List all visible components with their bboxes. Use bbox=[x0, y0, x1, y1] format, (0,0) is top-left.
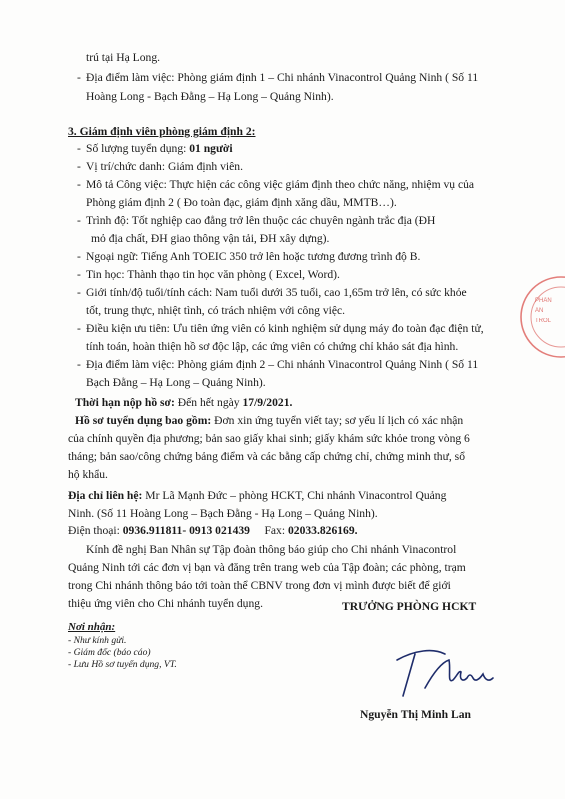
handwritten-signature bbox=[385, 640, 515, 700]
closing-line-1: Kính đề nghị Ban Nhân sự Tập đoàn thông báo giúp cho Chi nhánh Vinacontrol bbox=[86, 543, 457, 556]
svg-text:TROL: TROL bbox=[535, 318, 552, 324]
deadline-line bbox=[75, 396, 292, 410]
bullet-dash: - bbox=[77, 142, 81, 155]
bullet-dash: - bbox=[77, 71, 81, 84]
svg-text:ÁN: ÁN bbox=[535, 308, 544, 314]
bullet-dash: - bbox=[77, 178, 81, 191]
gender-age-line-2: tốt, trung thực, nhiệt tình, có trách nhiệm với công việc. bbox=[86, 304, 346, 317]
intro-location-line-1: Địa điểm làm việc: Phòng giám định 1 – Chi nhánh Vinacontrol Quảng Ninh ( Số 11 bbox=[86, 71, 479, 84]
dossier-label: Hồ sơ tuyển dụng bao gồm: bbox=[75, 414, 212, 427]
recipient-item: - Giám đốc (báo cáo) bbox=[68, 647, 151, 658]
quantity-value: 01 người bbox=[189, 142, 233, 155]
recipient-item: - Như kính gửi. bbox=[68, 635, 127, 646]
deadline-text: Đến hết ngày bbox=[174, 396, 243, 409]
closing-line-4: thiệu ứng viên cho Chi nhánh tuyển dụng. bbox=[68, 597, 263, 610]
bullet-dash: - bbox=[77, 286, 81, 299]
section-heading: 3. Giám định viên phòng giám định 2: bbox=[68, 125, 256, 138]
contact-text-1: Mr Lã Mạnh Đức – phòng HCKT, Chi nhánh Vinacontrol Quảng bbox=[142, 489, 447, 502]
recipients-label: Nơi nhận: bbox=[68, 621, 116, 633]
dossier-line-3: tháng; bản sao/công chứng bảng điểm và các bằng cấp chứng chỉ, chứng minh thư, sổ bbox=[68, 450, 465, 463]
recipient-item: - Lưu Hồ sơ tuyển dụng, VT. bbox=[68, 659, 177, 670]
dossier-line-4: hộ khẩu. bbox=[68, 468, 108, 481]
bullet-dash: - bbox=[77, 250, 81, 263]
quantity-label: Số lượng tuyển dụng: bbox=[86, 142, 190, 155]
signer-name: Nguyễn Thị Minh Lan bbox=[360, 708, 471, 721]
phone-fax-line bbox=[68, 524, 358, 538]
education-line-2: mỏ địa chất, ĐH giao thông vận tải, ĐH xây dựng). bbox=[91, 232, 330, 245]
it-skills-line: Tin học: Thành thạo tin học văn phòng ( Excel, Word). bbox=[86, 268, 340, 281]
bullet-dash: - bbox=[77, 268, 81, 281]
fax-value: 02033.826169. bbox=[287, 524, 358, 537]
bullet-dash: - bbox=[77, 358, 81, 371]
intro-location-line-2: Hoàng Long - Bạch Đằng – Hạ Long – Quảng Ninh). bbox=[86, 90, 334, 103]
dossier-line-2: của chính quyền địa phương; bản sao giấy khai sinh; giấy khám sức khỏe trong vòng 6 bbox=[68, 432, 470, 445]
deadline-date: 17/9/2021. bbox=[242, 396, 293, 409]
svg-text:PHÂN: PHÂN bbox=[535, 298, 552, 304]
contact-label: Địa chỉ liên hệ: bbox=[68, 489, 143, 502]
fax-label: Fax: bbox=[249, 524, 288, 537]
phone-label: Điện thoại: bbox=[68, 524, 123, 537]
location-line-2: Bạch Đằng – Hạ Long – Quảng Ninh). bbox=[86, 376, 266, 389]
closing-line-3: trong Chi nhánh thông báo tới toàn thể CBNV trong đơn vị mình được biết để giới bbox=[68, 579, 451, 592]
signer-title: TRƯỞNG PHÒNG HCKT bbox=[342, 600, 477, 613]
closing-line-2: Quảng Ninh tới các đơn vị bạn và đăng trên trang web của Tập đoàn; các phòng, trạm bbox=[68, 561, 466, 574]
bullet-dash: - bbox=[77, 214, 81, 227]
intro-line: trú tại Hạ Long. bbox=[86, 51, 161, 64]
phone-value: 0936.911811- 0913 021439 bbox=[122, 524, 250, 537]
contact-line-1 bbox=[68, 489, 446, 503]
deadline-label: Thời hạn nộp hồ sơ: bbox=[75, 396, 175, 409]
gender-age-line-1: Giới tính/độ tuổi/tính cách: Nam tuổi dưới 35 tuổi, cao 1,65m trở lên, có sức khỏe bbox=[86, 286, 467, 299]
company-stamp bbox=[513, 262, 565, 372]
bullet-dash: - bbox=[77, 160, 81, 173]
contact-line-2: Ninh. (Số 11 Hoàng Long – Bạch Đằng - Hạ Long – Quảng Ninh). bbox=[68, 507, 378, 520]
dossier-text-1: Đơn xin ứng tuyển viết tay; sơ yếu lí lịch có xác nhận bbox=[211, 414, 464, 427]
bullet-dash: - bbox=[77, 322, 81, 335]
dossier-line-1 bbox=[75, 414, 463, 428]
location-line-1: Địa điểm làm việc: Phòng giám định 2 – Chi nhánh Vinacontrol Quảng Ninh ( Số 11 bbox=[86, 358, 479, 371]
priority-line-1: Điều kiện ưu tiên: Ưu tiên ứng viên có kinh nghiệm sử dụng máy đo toàn đạc điện tử, bbox=[86, 322, 484, 335]
position-line: Vị trí/chức danh: Giám định viên. bbox=[86, 160, 243, 173]
job-description-line-2: Phòng giám định 2 ( Đo toàn đạc, giám định xăng dầu, MMTB…). bbox=[86, 196, 397, 209]
quantity-line bbox=[86, 142, 233, 156]
language-line: Ngoại ngữ: Tiếng Anh TOEIC 350 trở lên hoặc tương đương trình độ B. bbox=[86, 250, 421, 263]
priority-line-2: tính toán, hoàn thiện hồ sơ độc lập, các ứng viên có chứng chỉ khảo sát địa hình. bbox=[86, 340, 459, 353]
job-description-line-1: Mô tả Công việc: Thực hiện các công việc giám định theo chức năng, nhiệm vụ của bbox=[86, 178, 475, 191]
education-line-1: Trình độ: Tốt nghiệp cao đẳng trở lên thuộc các chuyên ngành trắc địa (ĐH bbox=[86, 214, 436, 227]
